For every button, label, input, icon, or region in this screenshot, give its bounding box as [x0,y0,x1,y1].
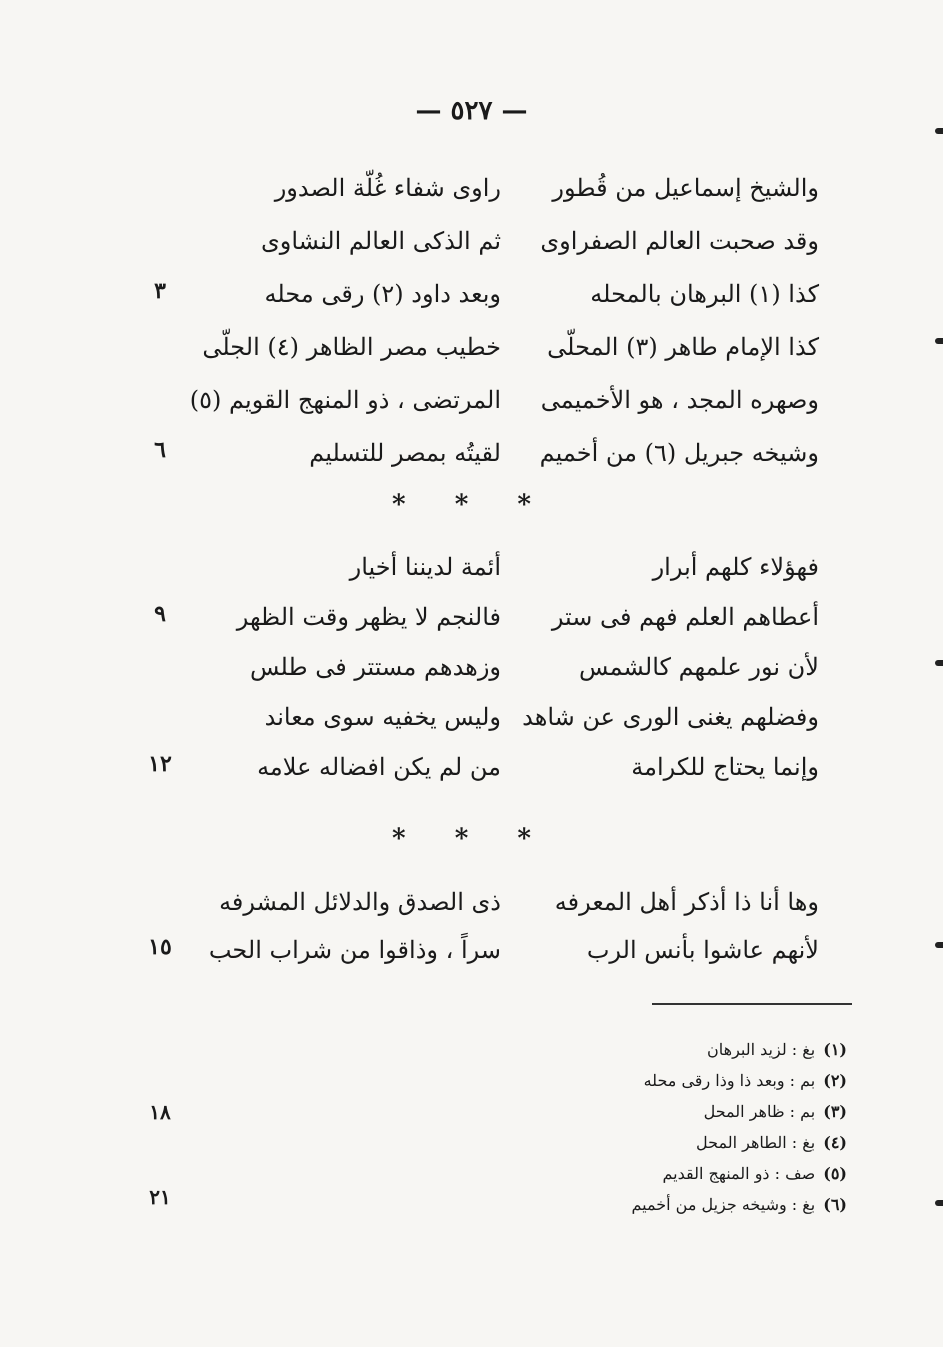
margin-line-number: ١٨ [149,1100,171,1124]
verse-first-hemistich: كذا (١) البرهان بالمحله [590,280,819,308]
verse-line [0,433,943,477]
verse-line [0,597,943,641]
verse-line [0,647,943,691]
verse-first-hemistich: وها أنا ذا أذكر أهل المعرفه [554,888,819,916]
footnote-text: بغ : لزيد البرهان [707,1040,816,1059]
verse-first-hemistich: كذا الإمام طاهر (٣) المحلّى [547,333,819,361]
footnote [487,1191,847,1219]
margin-line-number: ٢١ [149,1185,171,1209]
verse-second-hemistich: وبعد داود (٢) رقى محله [264,280,501,308]
verse-first-hemistich: لأنهم عاشوا بأنس الرب [586,936,819,964]
verse-line [0,168,943,212]
verse-second-hemistich: لقيتُه بمصر للتسليم [309,439,501,467]
footnote-number: (١) [823,1040,847,1059]
verse-line [0,221,943,265]
verse-first-hemistich: وشيخه جبريل (٦) من أخميم [539,439,819,467]
verse-line [0,380,943,424]
verse-second-hemistich: فالنجم لا يظهر وقت الظهر [236,603,501,631]
line-number: ١٥ [148,934,172,960]
verse-first-hemistich: وصهره المجد ، هو الأخميمى [540,386,819,414]
verse-second-hemistich: من لم يكن افضاله علامه [257,753,501,781]
line-number: ٦ [154,437,166,463]
verse-line [0,747,943,791]
footnote [487,1160,847,1188]
verse-first-hemistich: والشيخ إسماعيل من قُطور [552,174,819,202]
verse-first-hemistich: وإنما يحتاج للكرامة [631,753,819,781]
verse-second-hemistich: المرتضى ، ذو المنهج القويم (٥) [189,386,501,414]
footnote [487,1067,847,1095]
verse-line [0,547,943,591]
verse-second-hemistich: سراً ، وذاقوا من شراب الحب [208,936,501,964]
verse-second-hemistich: خطيب مصر الظاهر (٤) الجلّى [202,333,501,361]
verse-second-hemistich: ثم الذكى العالم النشاوى [260,227,501,255]
line-number: ٩ [154,601,166,627]
footnote-number: (٦) [823,1195,847,1214]
verse-line [0,327,943,371]
scan-edge-mark [935,660,943,666]
footnote-number: (٣) [823,1102,847,1121]
footnote-text: بم : وبعد ذا وذا رقى محله [643,1071,816,1090]
verse-first-hemistich: لأن نور علمهم كالشمس [579,653,819,681]
verse-line [0,882,943,926]
verse-first-hemistich: أعطاهم العلم فهم فى ستر [551,603,819,631]
verse-second-hemistich: أئمة لديننا أخيار [349,553,501,581]
verse-second-hemistich: راوى شفاء غُلّة الصدور [274,174,501,202]
footnote-text: بغ : الطاهر المحل [696,1133,816,1152]
scan-edge-mark [935,942,943,948]
line-number: ٣ [154,278,166,304]
footnote-text: صف : ذو المنهج القديم [662,1164,816,1183]
footnote [487,1129,847,1157]
verse-line [0,930,943,974]
verse-first-hemistich: وقد صحبت العالم الصفراوى [540,227,819,255]
verse-second-hemistich: وزهدهم مستتر فى طلس [249,653,501,681]
section-divider-stars: * * * [392,490,551,520]
verse-second-hemistich: ذى الصدق والدلائل المشرفه [219,888,501,916]
footnote-number: (٥) [823,1164,847,1183]
footnote-rule [652,1003,852,1005]
section-divider-stars: * * * [392,824,551,854]
line-number: ١٢ [148,751,172,777]
footnote-number: (٢) [823,1071,847,1090]
verse-first-hemistich: فهؤلاء كلهم أبرار [652,553,819,581]
scan-edge-mark [935,338,943,344]
verse-first-hemistich: وفضلهم يغنى الورى عن شاهد [522,703,819,731]
footnote-number: (٤) [823,1133,847,1152]
verse-second-hemistich: وليس يخفيه سوى معاند [264,703,501,731]
footnote-text: بم : ظاهر المحل [703,1102,816,1121]
verse-line [0,274,943,318]
scan-edge-mark [935,1200,943,1206]
verse-line [0,697,943,741]
footnote [487,1098,847,1126]
page-number: — ٥٢٧ — [415,96,528,126]
footnote [487,1036,847,1064]
scan-edge-mark [935,128,943,134]
footnote-text: بغ : وشيخه جزيل من أخميم [631,1195,816,1214]
